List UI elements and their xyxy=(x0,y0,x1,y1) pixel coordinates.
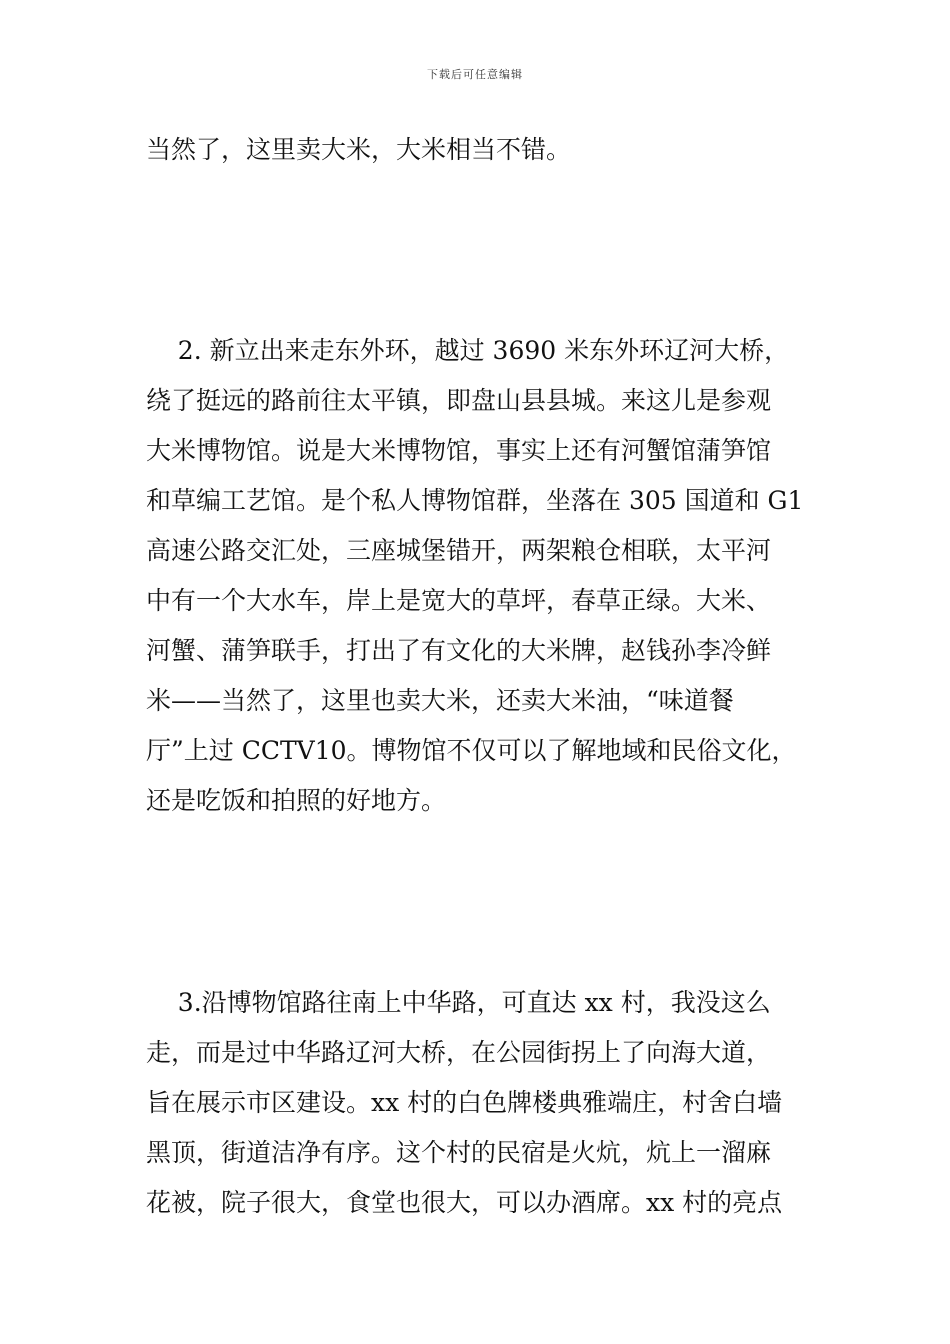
text-line: 2. 新立出来走东外环，越过 3690 米东外环辽河大桥， xyxy=(146,336,790,365)
text-line: 高速公路交汇处，三座城堡错开，两架粮仓相联，太平河 xyxy=(146,536,772,565)
text-line: 走，而是过中华路辽河大桥，在公园街拐上了向海大道， xyxy=(146,1038,772,1067)
page-header: 下载后可任意编辑 xyxy=(427,68,523,81)
text-line: 3.沿博物馆路往南上中华路，可直达 xx 村，我没这么 xyxy=(146,988,771,1017)
text-line: 和草编工艺馆。是个私人博物馆群，坐落在 305 国道和 G1 xyxy=(146,486,804,515)
text-line: 旨在展示市区建设。xx 村的白色牌楼典雅端庄，村舍白墙 xyxy=(146,1088,783,1117)
text-line: 当然了，这里卖大米，大米相当不错。 xyxy=(146,135,572,164)
text-line: 米——当然了，这里也卖大米，还卖大米油，“味道餐 xyxy=(146,686,734,715)
text-line: 中有一个大水车，岸上是宽大的草坪，春草正绿。大米、 xyxy=(146,586,772,615)
text-line: 河蟹、蒲笋联手，打出了有文化的大米牌，赵钱孙李冷鲜 xyxy=(146,636,772,665)
text-line: 黑顶，街道洁净有序。这个村的民宿是火炕，炕上一溜麻 xyxy=(146,1138,772,1167)
text-line: 还是吃饭和拍照的好地方。 xyxy=(146,786,447,815)
text-line: 花被，院子很大，食堂也很大，可以办酒席。xx 村的亮点 xyxy=(146,1188,783,1217)
text-line: 大米博物馆。说是大米博物馆，事实上还有河蟹馆蒲笋馆 xyxy=(146,436,772,465)
text-line: 绕了挺远的路前往太平镇，即盘山县县城。来这儿是参观 xyxy=(146,386,772,415)
text-line: 厅”上过 CCTV10。博物馆不仅可以了解地域和民俗文化， xyxy=(146,736,797,765)
